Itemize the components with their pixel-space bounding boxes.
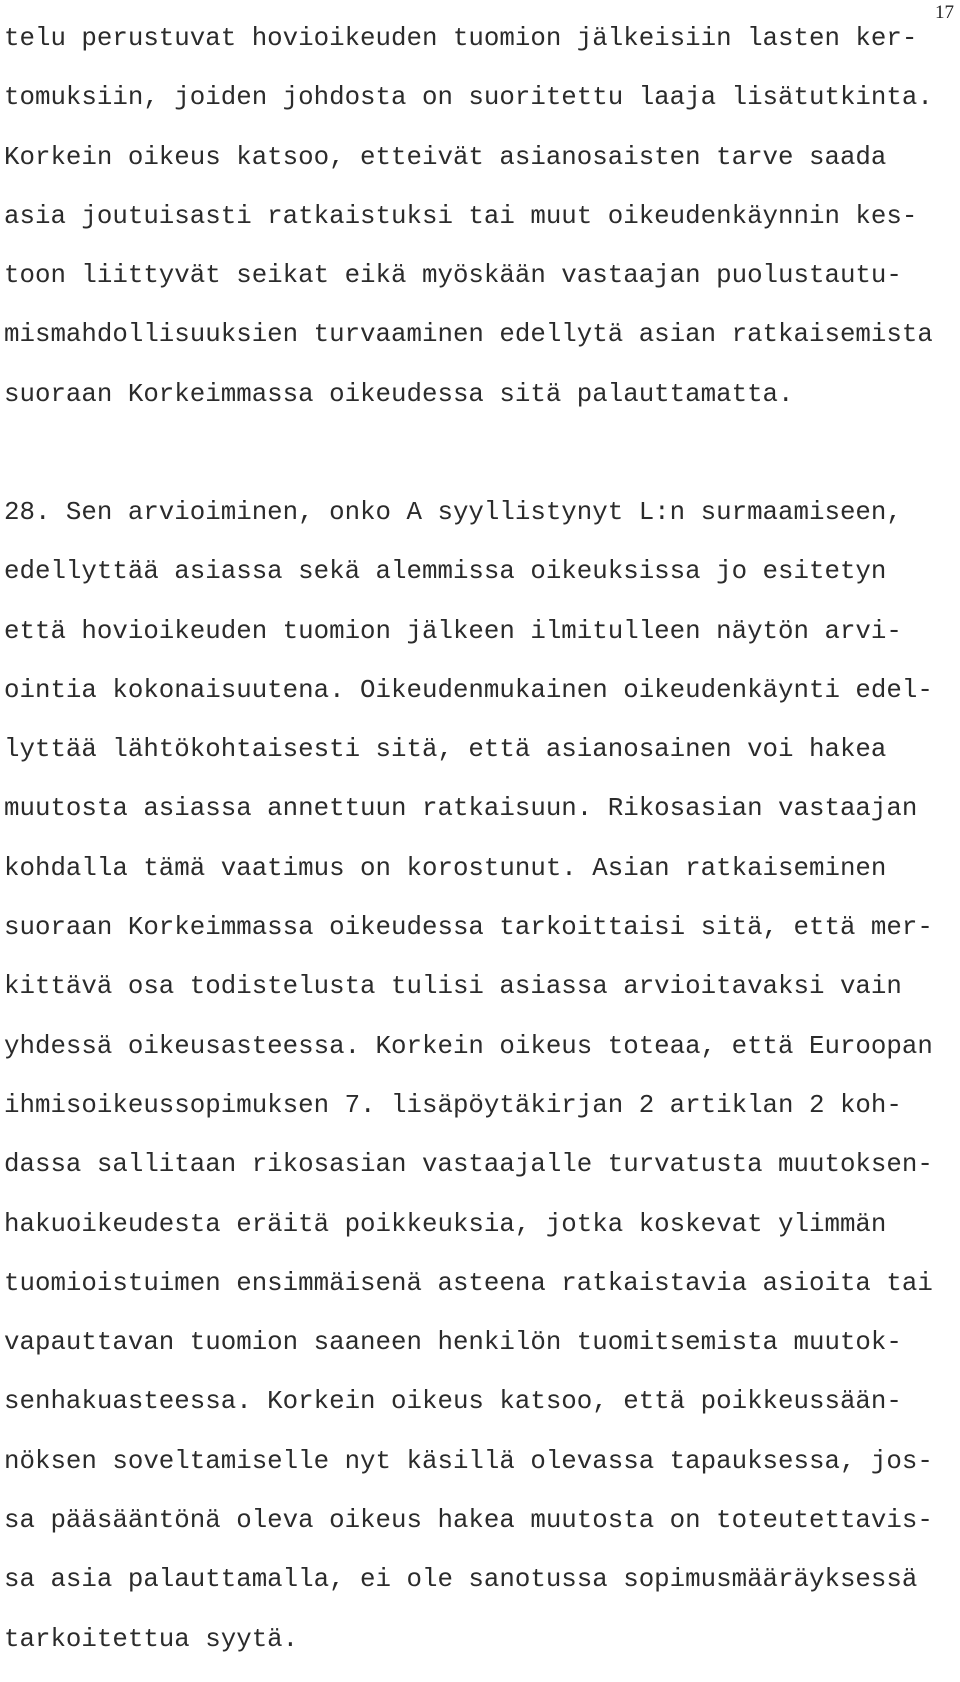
text-line: tuomioistuimen ensimmäisenä asteena ratkaistavia asioita tai [4,1268,933,1298]
text-line: telu perustuvat hovioikeuden tuomion jälkeisiin lasten ker- [4,24,918,53]
text-line: suoraan Korkeimmassa oikeudessa sitä palauttamatta. [4,379,794,409]
text-line: tomuksiin, joiden johdosta on suoritettu laaja lisätutkinta. [4,83,933,113]
text-line: suoraan Korkeimmassa oikeudessa tarkoittaisi sitä, että mer- [4,913,933,943]
text-line: Korkein oikeus katsoo, etteivät asianosaisten tarve saada [4,142,887,172]
page-number: 17 [935,2,954,23]
text-line: tarkoitettua syytä. [4,1624,299,1654]
paragraph-continuation [4,22,954,437]
text-line: senhakuasteessa. Korkein oikeus katsoo, että poikkeussään- [4,1387,902,1417]
text-line: mismahdollisuuksien turvaaminen edellytä asian ratkaisemista [4,320,933,350]
text-line: toon liittyvät seikat eikä myöskään vastaajan puolustautu- [4,261,902,291]
text-line: hakuoikeudesta eräitä poikkeuksia, jotka koskevat ylimmän [4,1209,887,1239]
text-line: ihmisoikeussopimuksen 7. lisäpöytäkirjan 2 artiklan 2 koh- [4,1090,902,1120]
text-line: edellyttää asiassa sekä alemmissa oikeuksissa jo esitetyn [4,557,887,587]
text-line: kittävä osa todistelusta tulisi asiassa arvioitavaksi vain [4,972,902,1002]
text-line: vapauttavan tuomion saaneen henkilön tuomitsemista muutok- [4,1328,902,1358]
text-line: sa asia palauttamalla, ei ole sanotussa sopimusmääräyksessä [4,1565,918,1595]
text-line: 28. Sen arvioiminen, onko A syyllistynyt L:n surmaamiseen, [4,498,902,527]
text-line: muutosta asiassa annettuun ratkaisuun. Rikosasian vastaajan [4,794,918,824]
text-line: yhdessä oikeusasteessa. Korkein oikeus toteaa, että Euroopan [4,1031,933,1061]
text-line: asia joutuisasti ratkaistuksi tai muut oikeudenkäynnin kes- [4,201,918,231]
text-line: ointia kokonaisuutena. Oikeudenmukainen oikeudenkäynti edel- [4,675,933,705]
text-line: että hovioikeuden tuomion jälkeen ilmitulleen näytön arvi- [4,616,902,646]
text-line: sa pääsääntönä oleva oikeus hakea muutosta on toteutettavis- [4,1506,933,1536]
paragraph-28 [4,496,954,1682]
text-line: kohdalla tämä vaatimus on korostunut. Asian ratkaiseminen [4,853,887,883]
text-line: lyttää lähtökohtaisesti sitä, että asianosainen voi hakea [4,735,887,765]
text-line: dassa sallitaan rikosasian vastaajalle turvatusta muutoksen- [4,1150,933,1180]
text-line: nöksen soveltamiselle nyt käsillä olevassa tapauksessa, jos- [4,1446,933,1476]
